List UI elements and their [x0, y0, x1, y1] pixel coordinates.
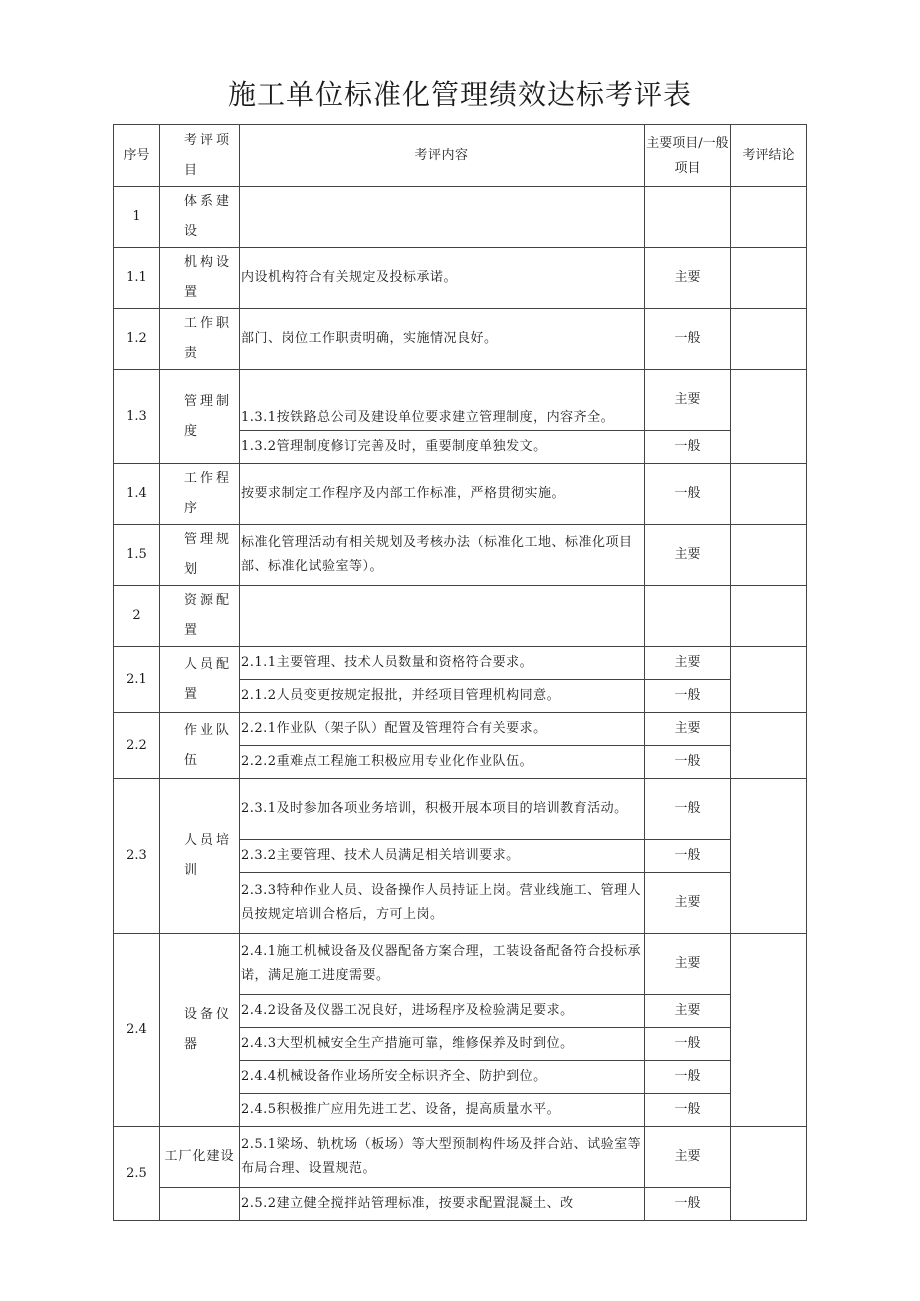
table-row: 2.4 设备仪器 2.4.1施工机械设备及仪器配备方案合理，工装设备配备符合投标承诺，满足施工进度需要。 主要 — [114, 934, 807, 995]
header-content: 考评内容 — [240, 125, 645, 187]
table-row: 2.4.4机械设备作业场所安全标识齐全、防护到位。 一般 — [114, 1061, 807, 1094]
table-row: 2.4.3大型机械安全生产措施可靠，维修保养及时到位。 一般 — [114, 1028, 807, 1061]
table-row: 1.1 机构设置 内设机构符合有关规定及投标承诺。 主要 — [114, 248, 807, 309]
header-type: 主要项目/一般项目 — [645, 125, 731, 187]
table-row: 2.1 人员配置 2.1.1主要管理、技术人员数量和资格符合要求。 主要 — [114, 647, 807, 680]
table-row: 2.3.3特种作业人员、设备操作人员持证上岗。营业线施工、管理人员按规定培训合格后，方可上岗。 主要 — [114, 873, 807, 934]
table-row: 2.2 作业队伍 2.2.1作业队（架子队）配置及管理符合有关要求。 主要 — [114, 713, 807, 746]
page-title: 施工单位标准化管理绩效达标考评表 — [227, 78, 692, 111]
table-row: 2.4.2设备及仪器工况良好，进场程序及检验满足要求。 主要 — [114, 995, 807, 1028]
header-result: 考评结论 — [731, 125, 807, 187]
table-row: 1 体系建设 — [114, 187, 807, 248]
table-row: 2.3 人员培训 2.3.1及时参加各项业务培训，积极开展本项目的培训教育活动。 一般 — [114, 779, 807, 840]
table-row: 1.4 工作程序 按要求制定工作程序及内部工作标准，严格贯彻实施。 一般 — [114, 464, 807, 525]
table-row: 2.3.2主要管理、技术人员满足相关培训要求。 一般 — [114, 840, 807, 873]
table-row: 1.3 管理制度 1.3.1按铁路总公司及建设单位要求建立管理制度，内容齐全。 主要 — [114, 370, 807, 431]
table-row: 2 资源配置 — [114, 586, 807, 647]
table-row: 2.2.2重难点工程施工积极应用专业化作业队伍。 一般 — [114, 746, 807, 779]
header-item: 考评项目 — [160, 125, 240, 187]
table-header-row — [114, 125, 807, 187]
table-row: 2.5 工厂化建设 2.5.1梁场、轨枕场（板场）等大型预制构件场及拌合站、试验室等布局合理、设置规范。 主要 — [114, 1127, 807, 1188]
header-no: 序号 — [114, 125, 160, 187]
table-row: 1.3.2管理制度修订完善及时，重要制度单独发文。 一般 — [114, 431, 807, 464]
table-row: 2.1.2人员变更按规定报批，并经项目管理机构同意。 一般 — [114, 680, 807, 713]
table-row: 2.4.5积极推广应用先进工艺、设备，提高质量水平。 一般 — [114, 1094, 807, 1127]
evaluation-table — [113, 124, 807, 1221]
table-row: 1.2 工作职责 部门、岗位工作职责明确，实施情况良好。 一般 — [114, 309, 807, 370]
table-row: 2.5.2建立健全搅拌站管理标准，按要求配置混凝土、改 一般 — [114, 1188, 807, 1221]
table-row: 1.5 管理规划 标准化管理活动有相关规划及考核办法（标准化工地、标准化项目部、标准化试验室等）。 主要 — [114, 525, 807, 586]
